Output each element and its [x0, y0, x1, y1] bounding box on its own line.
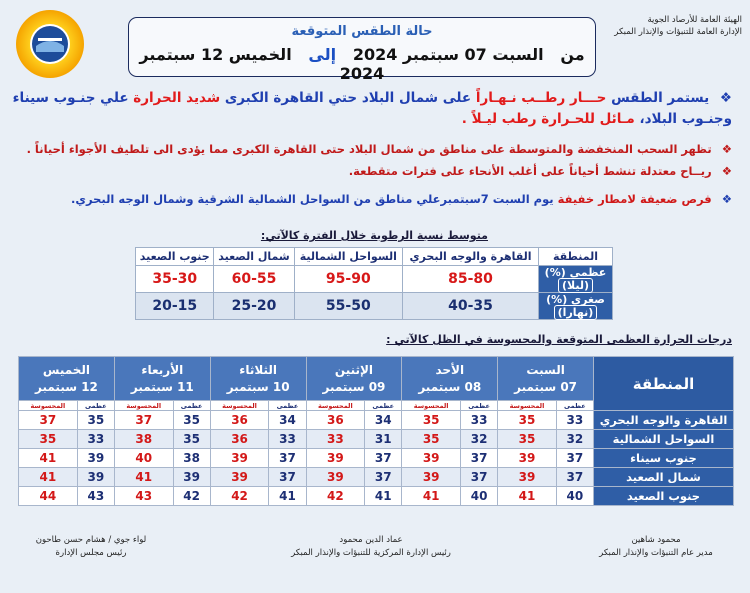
max-temperature-cell: 41: [365, 487, 402, 506]
signature-2-title: رئيس الإدارة المركزية للتنبؤات والإنذار المبكر: [291, 548, 451, 558]
feels-like-temperature-cell: 35: [498, 411, 557, 430]
bullet-1-part-d: شديد الحرارة: [133, 90, 221, 106]
day-name: الأربعاء: [141, 362, 184, 377]
bullet-2-text: تظهر السحب المنخفضة والمتوسطة على مناطق من شمال البلاد حتى القاهرة الكبرى مما يؤدى الى تلطيف الأجواء أحياناً .: [26, 142, 712, 156]
feels-like-temperature-cell: 41: [19, 449, 78, 468]
feels-like-temperature-cell: 39: [306, 449, 365, 468]
max-sub-header: عظمى: [365, 401, 402, 411]
temperature-day-header: [210, 357, 306, 401]
feels-like-temperature-cell: 41: [19, 468, 78, 487]
diamond-bullet-icon: ❖: [721, 192, 732, 206]
feels-like-sub-header: المحسوسة: [402, 401, 461, 411]
feels-like-temperature-cell: 40: [114, 449, 173, 468]
feels-like-temperature-cell: 39: [210, 449, 269, 468]
bullet-1-part-c: على شمال البلاد حتي القاهرة الكبرى: [224, 90, 472, 106]
diamond-bullet-icon: ❖: [719, 90, 732, 106]
feels-like-temperature-cell: 39: [402, 449, 461, 468]
temperature-day-header: [402, 357, 498, 401]
bullet-1-part-e: علي جنـوب سيناء: [12, 90, 129, 106]
feels-like-temperature-cell: 41: [498, 487, 557, 506]
bullet-4-part-a: فرص ضعيفة لامطار خفيفة: [557, 192, 712, 206]
max-temperature-cell: 43: [77, 487, 114, 506]
humidity-header-north-upper: شمال الصعيد: [214, 248, 294, 266]
temperature-row: [19, 487, 734, 506]
humidity-max-north-upper: 60-55: [214, 266, 294, 293]
max-sub-header: عظمى: [269, 401, 306, 411]
humidity-caption: متوسط نسبة الرطوبة خلال الفترة كالآتي:: [260, 229, 488, 242]
max-temperature-cell: 37: [269, 449, 306, 468]
max-temperature-cell: 41: [269, 487, 306, 506]
feels-like-sub-header: المحسوسة: [210, 401, 269, 411]
signature-board-chairman: [16, 534, 166, 560]
signature-2-name: عماد الدين محمود: [339, 535, 403, 545]
temperature-row: [19, 449, 734, 468]
feels-like-sub-header: المحسوسة: [19, 401, 78, 411]
day-name: الأحد: [435, 362, 465, 377]
feels-like-temperature-cell: 35: [402, 411, 461, 430]
feels-like-temperature-cell: 39: [498, 468, 557, 487]
day-name: السبت: [526, 362, 565, 377]
organization-name: [602, 14, 742, 38]
humidity-max-label-text: عظمى (%): [544, 266, 607, 279]
max-temperature-cell: 39: [77, 449, 114, 468]
max-temperature-cell: 37: [365, 468, 402, 487]
to-date: الخميس 12 سبتمبر 2024: [139, 45, 385, 83]
org-line-1: الهيئة العامة للأرصاد الجوية: [647, 15, 742, 25]
max-temperature-cell: 37: [556, 449, 593, 468]
max-temperature-cell: 34: [269, 411, 306, 430]
max-sub-header: عظمى: [77, 401, 114, 411]
day-date: 11 سبتمبر: [130, 379, 194, 394]
bullet-clouds: [12, 142, 732, 156]
humidity-max-cairo: 85-80: [403, 266, 539, 293]
temperature-day-header: [114, 357, 210, 401]
humidity-max-north-coast: 95-90: [294, 266, 403, 293]
humidity-max-south-upper: 35-30: [136, 266, 214, 293]
max-temperature-cell: 39: [77, 468, 114, 487]
ema-logo: [14, 8, 86, 80]
temperature-row: [19, 430, 734, 449]
signature-1-name: محمود شاهين: [631, 535, 681, 545]
feels-like-temperature-cell: 36: [210, 430, 269, 449]
feels-like-temperature-cell: 41: [402, 487, 461, 506]
day-date: 09 سبتمبر: [322, 379, 386, 394]
bullet-1-part-b: حـــار رطــب نـهـاراً: [475, 90, 607, 106]
max-sub-header: عظمى: [556, 401, 593, 411]
bullet-rain: [12, 192, 732, 206]
signature-director-general: [576, 534, 736, 560]
temperature-day-header: [498, 357, 594, 401]
temperature-day-header-row: [19, 357, 734, 401]
temperature-region-name: القاهرة والوجه البحري: [594, 411, 734, 430]
diamond-bullet-icon: ❖: [721, 142, 732, 156]
temperature-caption: درجات الحرارة العظمى المتوقعة والمحسوسة في الظل كالآتي :: [386, 333, 732, 346]
bullet-weather-summary: [12, 88, 732, 130]
max-temperature-cell: 34: [365, 411, 402, 430]
feels-like-temperature-cell: 39: [402, 468, 461, 487]
max-temperature-cell: 39: [173, 468, 210, 487]
max-temperature-cell: 37: [269, 468, 306, 487]
humidity-min-row: [136, 293, 613, 320]
bullet-1-part-f: وجنـوب البلاد،: [639, 111, 732, 127]
humidity-header-south-upper: جنوب الصعيد: [136, 248, 214, 266]
temperature-region-name: جنوب سيناء: [594, 449, 734, 468]
humidity-header-region: المنطقة: [539, 248, 613, 266]
feels-like-temperature-cell: 37: [19, 411, 78, 430]
feels-like-temperature-cell: 39: [306, 468, 365, 487]
max-temperature-cell: 37: [460, 449, 497, 468]
night-badge: (ليلا): [558, 278, 593, 293]
temperature-region-name: السواحل الشمالية: [594, 430, 734, 449]
feels-like-temperature-cell: 39: [210, 468, 269, 487]
max-temperature-cell: 40: [460, 487, 497, 506]
forecast-header: [128, 17, 596, 83]
feels-like-sub-header: المحسوسة: [306, 401, 365, 411]
day-date: 07 سبتمبر: [514, 379, 578, 394]
max-temperature-cell: 33: [269, 430, 306, 449]
max-temperature-cell: 42: [173, 487, 210, 506]
day-badge: (نهارا): [554, 305, 598, 320]
from-date: السبت 07 سبتمبر 2024: [352, 45, 544, 64]
humidity-min-north-coast: 55-50: [294, 293, 403, 320]
max-temperature-cell: 37: [365, 449, 402, 468]
max-temperature-cell: 35: [77, 411, 114, 430]
humidity-header-north-coast: السواحل الشمالية: [294, 248, 403, 266]
max-temperature-cell: 32: [556, 430, 593, 449]
humidity-header-cairo: القاهرة والوجه البحري: [403, 248, 539, 266]
signature-central-head: [256, 534, 486, 560]
temperature-region-name: جنوب الصعيد: [594, 487, 734, 506]
temperature-region-name: شمال الصعيد: [594, 468, 734, 487]
temperature-day-header: [19, 357, 115, 401]
max-temperature-cell: 33: [77, 430, 114, 449]
feels-like-temperature-cell: 33: [306, 430, 365, 449]
humidity-min-north-upper: 25-20: [214, 293, 294, 320]
forecast-title: حالة الطقس المتوقعة: [291, 24, 433, 39]
signature-3-title: رئيس مجلس الإدارة: [55, 548, 127, 558]
feels-like-temperature-cell: 42: [210, 487, 269, 506]
org-line-2: الإدارة العامة للتنبؤات والإنذار المبكر: [614, 27, 742, 37]
max-temperature-cell: 37: [556, 468, 593, 487]
feels-like-temperature-cell: 35: [19, 430, 78, 449]
feels-like-temperature-cell: 36: [306, 411, 365, 430]
max-temperature-cell: 40: [556, 487, 593, 506]
feels-like-temperature-cell: 44: [19, 487, 78, 506]
feels-like-temperature-cell: 35: [402, 430, 461, 449]
feels-like-temperature-cell: 41: [114, 468, 173, 487]
temperature-row: [19, 468, 734, 487]
forecast-period: [129, 45, 595, 83]
max-sub-header: عظمى: [460, 401, 497, 411]
humidity-header-row: [136, 248, 613, 266]
bullet-1-part-g: مـائل للحـرارة رطب ليـلاً .: [461, 111, 635, 127]
to-label: إلى: [308, 45, 337, 64]
humidity-max-row: [136, 266, 613, 293]
day-date: 08 سبتمبر: [418, 379, 482, 394]
feels-like-temperature-cell: 39: [498, 449, 557, 468]
day-name: الخميس: [42, 362, 91, 377]
humidity-max-label: [539, 266, 613, 293]
temperature-day-header: [306, 357, 402, 401]
humidity-min-label-text: صغرى (%): [546, 293, 605, 306]
feels-like-sub-header: المحسوسة: [498, 401, 557, 411]
bullet-3-text: ريــاح معتدلة تنشط أحياناً على أغلب الأنحاء على فترات متقطعة.: [348, 164, 712, 178]
feels-like-temperature-cell: 35: [498, 430, 557, 449]
day-date: 10 سبتمبر: [226, 379, 290, 394]
humidity-min-south-upper: 20-15: [136, 293, 214, 320]
bullet-1-part-a: يستمر الطقس: [611, 90, 710, 106]
signature-1-title: مدير عام التنبؤات والإنذار المبكر: [599, 548, 713, 558]
max-temperature-cell: 38: [173, 449, 210, 468]
temperature-row: [19, 411, 734, 430]
bullet-winds: [12, 164, 732, 178]
max-temperature-cell: 31: [365, 430, 402, 449]
humidity-min-cairo: 40-35: [403, 293, 539, 320]
day-name: الثلاثاء: [239, 362, 278, 377]
feels-like-temperature-cell: 38: [114, 430, 173, 449]
max-sub-header: عظمى: [173, 401, 210, 411]
max-temperature-cell: 37: [460, 468, 497, 487]
feels-like-temperature-cell: 36: [210, 411, 269, 430]
day-date: 12 سبتمبر: [35, 379, 98, 394]
max-temperature-cell: 33: [556, 411, 593, 430]
humidity-min-label: [539, 293, 613, 320]
temperature-region-header: المنطقة: [594, 357, 734, 411]
temperature-table: [18, 356, 734, 506]
feels-like-temperature-cell: 43: [114, 487, 173, 506]
max-temperature-cell: 32: [460, 430, 497, 449]
max-temperature-cell: 35: [173, 411, 210, 430]
humidity-table: [135, 247, 613, 320]
diamond-bullet-icon: ❖: [721, 164, 732, 178]
from-label: من: [560, 45, 585, 64]
max-temperature-cell: 35: [173, 430, 210, 449]
feels-like-sub-header: المحسوسة: [114, 401, 173, 411]
bullet-4-part-b: يوم السبت 7سبتمبرعلي مناطق من السواحل الشمالية الشرقية وشمال الوجه البحري.: [71, 192, 554, 206]
feels-like-temperature-cell: 42: [306, 487, 365, 506]
feels-like-temperature-cell: 37: [114, 411, 173, 430]
day-name: الإثنين: [334, 362, 374, 377]
max-temperature-cell: 33: [460, 411, 497, 430]
signature-3-name: لواء جوي / هشام حسن طاحون: [35, 535, 147, 545]
